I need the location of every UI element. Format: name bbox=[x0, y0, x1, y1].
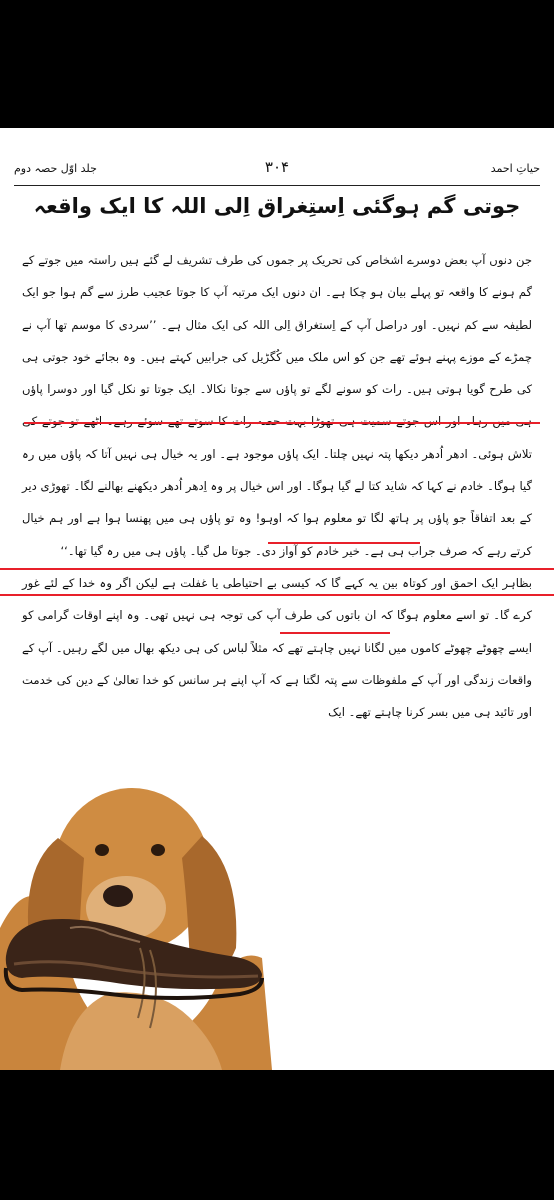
paragraph-1: جن دنوں آپ بعض دوسرے اشخاص کی تحریک پر جموں کی طرف تشریف لے گئے ہیں راستہ میں جوتے کے گم ہونے کا واقعہ تو پہلے بیان ہو چکا ہے۔ ان دنوں ایک مرتبہ آپ کا جوتا عجیب طرز سے گم ہوا جو ایک لطیفہ سے کم نہیں۔ اور دراصل آپ کے اِستغراق اِلی اللہ کی ایک مثال ہے۔ ’’سردی کا موسم تھا آپ نے چمڑے کے موزے پہنے ہوئے تھے جن کو اس ملک میں کُگڑیل کی جرابیں کہتے ہیں۔ وہ بجائے خود جوتی ہی کی طرح گویا ہوتی ہیں۔ رات کو سونے لگے تو پاؤں سے جوتا نکالا۔ ایک جوتا تو نکل گیا اور دوسرا پاؤں ہی میں رہا۔ اور اس جوتے سمیت ہی تھوڑا بہت حصہ رات کا سوتے تھے سوئے رہے۔ اٹھے تو جوتے کی تلاش ہوئی۔ ادھر اُدھر دیکھا پتہ نہیں چلتا۔ ایک پاؤں موجود ہے۔ اور یہ خیال ہی نہیں آتا کہ پاؤں میں رہ گیا ہوگا۔ خادم نے کہا کہ شاید کتا لے گیا ہوگا۔ اور اس خیال پر وہ اِدھر اُدھر دیکھنے بھالنے لگا۔ تھوڑی دیر کے بعد اتفاقاً جو پاؤں پر ہاتھ لگا تو معلوم ہوا کہ اوہو! وہ تو پاؤں ہی میں پھنسا ہوا ہے اور ہم خیال کرتے رہے کہ صرف جراب ہی ہے۔ خیر خادم کو آواز دی۔ جوتا مل گیا۔ پاؤں ہی میں رہ گیا تھا۔‘‘ bbox=[22, 253, 532, 558]
highlight-line bbox=[0, 568, 554, 570]
dog-with-shoe-icon bbox=[0, 778, 272, 1070]
volume-label: جلد اوّل حصہ دوم bbox=[14, 162, 97, 175]
highlight-line bbox=[268, 542, 420, 544]
header-rule bbox=[14, 185, 540, 186]
book-title: حیاتِ احمد bbox=[490, 162, 540, 175]
highlight-line bbox=[24, 422, 540, 424]
paragraph-2: بظاہر ایک احمق اور کوتاہ بین یہ کہے گا کہ کیسی بے احتیاطی یا غفلت ہے لیکن اگر وہ خدا کے لئے غور کرے گا۔ تو اسے معلوم ہوگا کہ ان باتوں کی طرف آپ کی توجہ ہی نہیں تھی۔ وہ اپنے اوقات گرامی کو ایسے چھوٹے چھوٹے کاموں میں لگانا نہیں چاہتے تھے کہ مثلاً لباس کی ہی دیکھ بھال میں لگے رہیں۔ آپ کے واقعات زندگی اور آپ کے ملفوظات سے پتہ لگتا ہے کہ آپ اپنے ہر سانس کو خدا تعالیٰ کے دین کی خدمت اور تائید ہی میں بسر کرنا چاہتے تھے۔ ایک bbox=[22, 575, 532, 720]
page-header bbox=[14, 158, 540, 186]
highlight-line bbox=[280, 632, 390, 634]
highlight-line bbox=[0, 594, 554, 596]
chapter-title: جوتی گم ہوگئی اِستِغراق اِلی اللہ کا ایک واقعہ bbox=[33, 194, 521, 218]
book-page bbox=[0, 128, 554, 1070]
body-text bbox=[22, 244, 532, 728]
page-number: ۳۰۴ bbox=[264, 158, 290, 176]
